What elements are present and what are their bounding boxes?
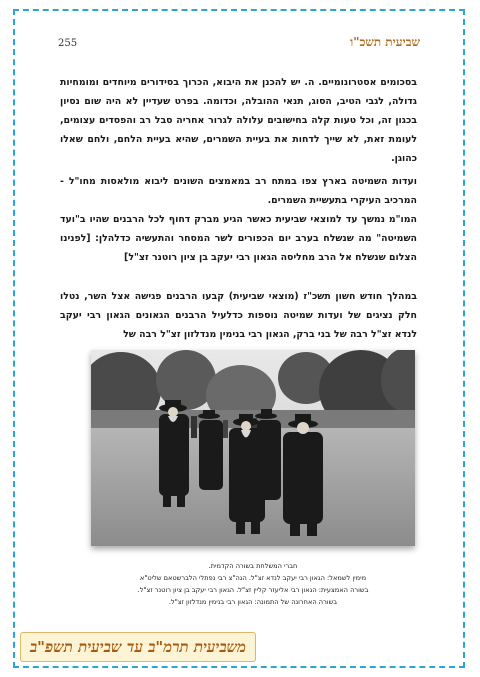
caption-line-3: בשורה האמצעית: הגאון רבי אליעזר קליין זצ"ל. הגאון רבי יעקב בן ציון רוטנר זצ"ל. — [137, 586, 369, 594]
historical-photo — [91, 350, 415, 546]
running-head: שביעית תשכ"ו — [350, 35, 420, 49]
paragraph-1: בסכומים אסטרונומיים. ה. יש להכנן את היבוא, הכרוך בסידורים מיוחדים ומומחיות גדולה, לגבי הטיב, הסוג, תנאי ההובלה, וכדומה. בפרט שעדיין לא היה שום נסיון בכגון זה, וכל טעות קלה בחישובים עלולה לגרור אחריה סבל רב והפסדים עצומים, לעומת זאת, לא שייך לדחות את בעיית השמרים, שהיא בעיית הלחם, ולחם שאלו כהוגן. — [60, 77, 417, 164]
photo-caption — [90, 560, 416, 608]
photo-of-rabbis-walking-icon — [91, 350, 415, 546]
caption-line-4: בשורה האחרונה של התמונה: הגאון רבי בנימין מנדלזון זצ"ל. — [168, 598, 338, 606]
paragraph-3: המו"מ נמשך עד למוצאי שביעית כאשר הגיע מברק דחוף לכל הרבנים שהיו ב"ועד השמיטה" מה שנשלח בערב יום הכפורים לשר המסחר והתעשיה כדלהלן: [לפנינו הצלום שנשלח אל הרב מחליסה הגאון רבי יעקב בן ציון רוטנר זצ"ל] — [60, 214, 417, 263]
page-number: 255 — [58, 38, 78, 49]
caption-line-2: מימין לשמאל: הגאון רבי יעקב לנדא זצ"ל. הגה"צ רבי נפתלי הלברשטאם שליט"א — [139, 574, 367, 582]
paragraph-2: ועדות השמיטה בארץ צפו במתח רב במאמצים השונים ליבוא מולאסות מחו"ל - המרכיב העיקרי בתעשיית השמרים. — [60, 176, 417, 206]
caption-line-1: חברי המשלחת בשורה הקדמית. — [208, 562, 298, 570]
paragraph-4: במהלך חודש חשון תשכ"ז (מוצאי שביעית) קבעו הרבנים פגישה אצל השר, נטלו חלק נציגים של ועדות שמיטה נוספות כדלעיל הרבנים הגאונים הגאון רבי יעקב לנדא זצ"ל רבה של בני ברק, הגאון רבי בנימין מנדלזון זצ"ל רבה של — [60, 291, 417, 340]
book-title: משביעית תרמ"ב עד שביעית תשפ"ב — [29, 638, 247, 656]
